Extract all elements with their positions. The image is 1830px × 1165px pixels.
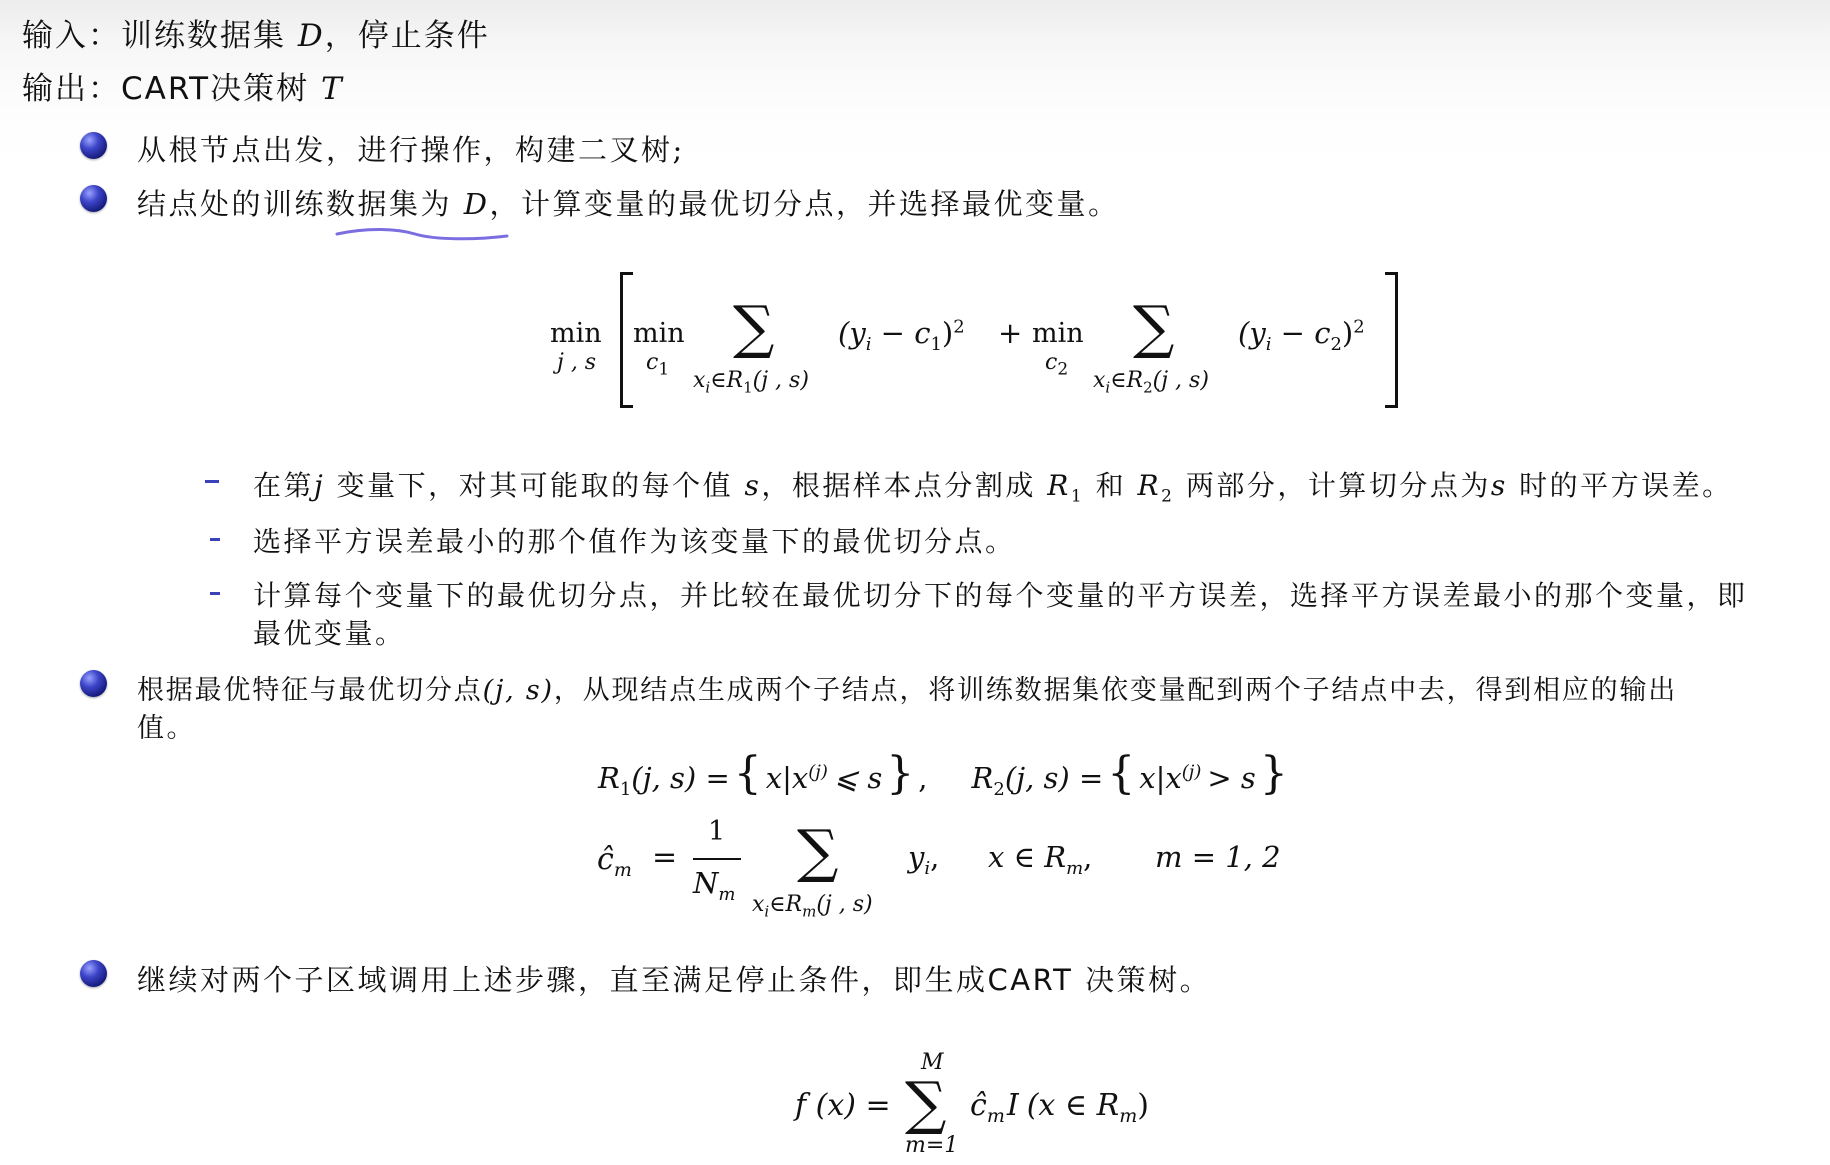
f3-num: 1 <box>708 816 726 847</box>
f1-range2-in: ∈ <box>1110 368 1127 393</box>
s1-a: 在第 <box>253 469 315 502</box>
f1-right-bracket <box>1385 272 1398 408</box>
f3-den <box>693 866 735 905</box>
bullet-2-prefix: 结点处的训练数据集为 <box>137 187 464 221</box>
f1-range1-i: i <box>705 378 711 397</box>
bullet-2-suffix: ，计算变量的最优切分点，并选择最优变量。 <box>489 187 1120 221</box>
f1-min-js: min <box>550 318 602 349</box>
f3-range-i: i <box>764 902 770 921</box>
f3-chat <box>597 842 632 881</box>
f2-args2: (j, s) = <box>1004 761 1104 795</box>
b3-prefix: 根据最优特征与最优切分点 <box>137 675 483 706</box>
f2-sup2: (j) <box>1181 761 1202 783</box>
s1-b: 变量下，对其可能取的每个值 <box>325 469 745 502</box>
f1-js: j , s <box>557 350 597 375</box>
f3-y-comma: , <box>930 840 940 874</box>
f3-range-x: x <box>752 892 765 917</box>
s1-s2: s <box>1490 469 1508 502</box>
input-var: D <box>297 18 325 54</box>
sub-item-1 <box>253 464 1733 507</box>
f1-term2-open: (y <box>1238 316 1266 350</box>
f4-rhs <box>970 1088 1149 1127</box>
f2-lbrace1: { <box>733 748 762 799</box>
bullet-3-line-2: 值。 <box>137 713 196 744</box>
f1-term2-minus: − c <box>1271 316 1331 350</box>
bullet-1: 从根节点出发，进行操作，构建二叉树; <box>137 133 685 167</box>
b3-suffix: ，从现结点生成两个子结点，将训练数据集依变量配到两个子结点中去，得到相应的输出 <box>553 675 1678 706</box>
f3-xin-text: x ∈ R <box>988 840 1067 874</box>
formula-regions <box>598 748 1292 800</box>
input-line <box>22 10 490 55</box>
s1-R2-sub: 2 <box>1161 486 1175 507</box>
f1-range1-x: x <box>693 368 706 393</box>
f4-close: ) <box>1137 1088 1149 1123</box>
f1-term1-open: (y <box>838 316 866 350</box>
f2-comma: , <box>918 761 928 795</box>
f4-I: I <box>1006 1088 1019 1123</box>
f1-term2-i: i <box>1265 333 1272 355</box>
s1-R1-sub: 1 <box>1070 486 1085 507</box>
handwritten-underline <box>335 226 510 244</box>
sub-dash-3 <box>210 592 220 595</box>
sub-item-3-line-2: 最优变量。 <box>253 617 406 650</box>
bullet-4 <box>137 958 1211 999</box>
f1-term1-close: ) <box>941 316 954 350</box>
f2-sup1: (j) <box>808 761 828 783</box>
f1-c2 <box>1045 350 1068 379</box>
f2-R1-sub: 1 <box>619 778 632 800</box>
f4-chat: ĉ <box>970 1088 987 1123</box>
f1-c1 <box>646 350 669 379</box>
f3-eq: = <box>652 840 678 875</box>
f3-range-m: m <box>802 902 817 921</box>
f1-min-c2: min <box>1032 318 1084 349</box>
s1-s: s <box>744 469 762 502</box>
f1-range1-in: ∈ <box>710 368 727 393</box>
f3-frac-line <box>693 858 741 860</box>
f3-y-i: i <box>924 857 931 879</box>
f1-range2-R: R <box>1126 368 1144 393</box>
f1-range-2 <box>1093 368 1209 396</box>
f1-range-1 <box>693 368 809 396</box>
f1-term2-close: ) <box>1341 316 1354 350</box>
b4-suffix: 决策树。 <box>1073 963 1212 997</box>
f4-chat-m: m <box>986 1105 1005 1127</box>
f3-range-args: (j , s) <box>816 892 873 917</box>
f3-yi <box>908 840 939 879</box>
b3-paren: (j, s) <box>482 675 554 706</box>
s1-d: 两部分，计算切分点为 <box>1174 469 1491 502</box>
f1-range2-x: x <box>1093 368 1106 393</box>
bullet-2-var: D <box>463 187 490 221</box>
f1-range1-args: (j , s) <box>752 368 809 393</box>
f2-rbrace1: } <box>886 748 915 799</box>
f1-min-c1: min <box>633 318 685 349</box>
f1-sum-1: ∑ <box>733 293 775 361</box>
f1-term1-sub: 1 <box>930 333 942 355</box>
sub-dash-1 <box>205 480 219 483</box>
f4-lhs: f (x) = <box>795 1088 891 1123</box>
bullet-ball-4 <box>80 960 107 987</box>
f1-term1-sq: 2 <box>953 316 965 338</box>
f3-xin-comma: , <box>1083 840 1093 874</box>
f2-gt: > s <box>1207 761 1256 795</box>
s1-and: 和 <box>1084 469 1138 502</box>
output-line <box>22 63 344 108</box>
f1-term1-minus: − c <box>871 316 931 350</box>
f1-range2-sub: 2 <box>1143 378 1153 397</box>
f3-mval: m = 1, 2 <box>1155 840 1281 874</box>
s1-j: j <box>314 469 326 502</box>
f2-le: ⩽ s <box>833 761 883 795</box>
input-suffix: ，停止条件 <box>324 18 490 54</box>
output-var: T <box>320 71 344 107</box>
f3-xin-m: m <box>1066 857 1084 879</box>
f1-term2-sq: 2 <box>1353 316 1365 338</box>
f3-range-R: R <box>785 892 803 917</box>
sub-item-3-line-1: 计算每个变量下的最优切分点，并比较在最优切分下的每个变量的平方误差，选择平方误差最小的那个变量，即 <box>253 579 1748 612</box>
f3-xin <box>988 840 1092 879</box>
f4-arg-m: m <box>1119 1105 1138 1127</box>
f1-plus: + <box>998 316 1023 350</box>
f3-y: y <box>908 840 925 874</box>
bullet-ball-2 <box>80 185 107 212</box>
bullet-3-line-1 <box>137 668 1677 707</box>
bullet-ball-3 <box>80 670 107 697</box>
f2-R2-sub: 2 <box>993 778 1005 800</box>
f2-R1: R <box>598 761 620 795</box>
f1-sum-2: ∑ <box>1133 293 1175 361</box>
b4-cart: CART <box>987 963 1074 997</box>
f3-range <box>752 892 873 920</box>
sub-item-2: 选择平方误差最小的那个值作为该变量下的最优切分点。 <box>253 525 1016 558</box>
f2-lbrace2: { <box>1107 748 1136 799</box>
s1-R2: R <box>1137 469 1162 502</box>
f2-args1: (j, s) = <box>631 761 730 795</box>
s1-R1: R <box>1047 469 1071 502</box>
f4-lower: m=1 <box>905 1133 959 1158</box>
f2-R2: R <box>971 761 994 795</box>
f1-range2-i: i <box>1105 378 1111 397</box>
f1-term2-sub: 2 <box>1330 333 1342 355</box>
s1-c: ，根据样本点分割成 <box>761 469 1048 502</box>
f1-c2-sub: 2 <box>1057 359 1069 380</box>
output-prefix: 输出： <box>22 71 121 107</box>
b4-prefix: 继续对两个子区域调用上述步骤，直至满足停止条件，即生成 <box>137 963 988 997</box>
f4-arg: (x ∈ R <box>1026 1088 1120 1123</box>
f1-range1-sub: 1 <box>743 378 753 397</box>
f3-sum: ∑ <box>797 817 839 885</box>
f1-left-bracket <box>620 272 633 408</box>
input-prefix: 输入：训练数据集 <box>22 18 298 54</box>
f3-den-m: m <box>718 883 736 905</box>
bullet-ball-1 <box>80 132 107 159</box>
output-main: CART决策树 <box>121 71 321 107</box>
f1-term1-i: i <box>865 333 872 355</box>
f2-set2: x|x <box>1139 761 1182 795</box>
f1-c2-var: c <box>1045 350 1058 375</box>
f1-term-1 <box>838 316 965 355</box>
f1-c1-sub: 1 <box>658 359 670 380</box>
f2-set1: x|x <box>765 761 809 795</box>
sub-dash-2 <box>210 538 220 541</box>
f4-sum: ∑ <box>905 1069 947 1137</box>
f2-rbrace2: } <box>1259 748 1288 799</box>
f3-den-N: N <box>693 866 719 900</box>
f1-c1-var: c <box>646 350 659 375</box>
bullet-2 <box>137 182 1120 223</box>
f1-range2-args: (j , s) <box>1152 368 1209 393</box>
f1-range1-R: R <box>726 368 744 393</box>
s1-e: 时的平方误差。 <box>1507 469 1733 502</box>
f4-upper: M <box>921 1050 944 1075</box>
f1-term-2 <box>1238 316 1365 355</box>
f3-chat-m: m <box>613 859 632 881</box>
f3-range-in: ∈ <box>769 892 786 917</box>
f3-chat-c: ĉ <box>597 842 614 877</box>
